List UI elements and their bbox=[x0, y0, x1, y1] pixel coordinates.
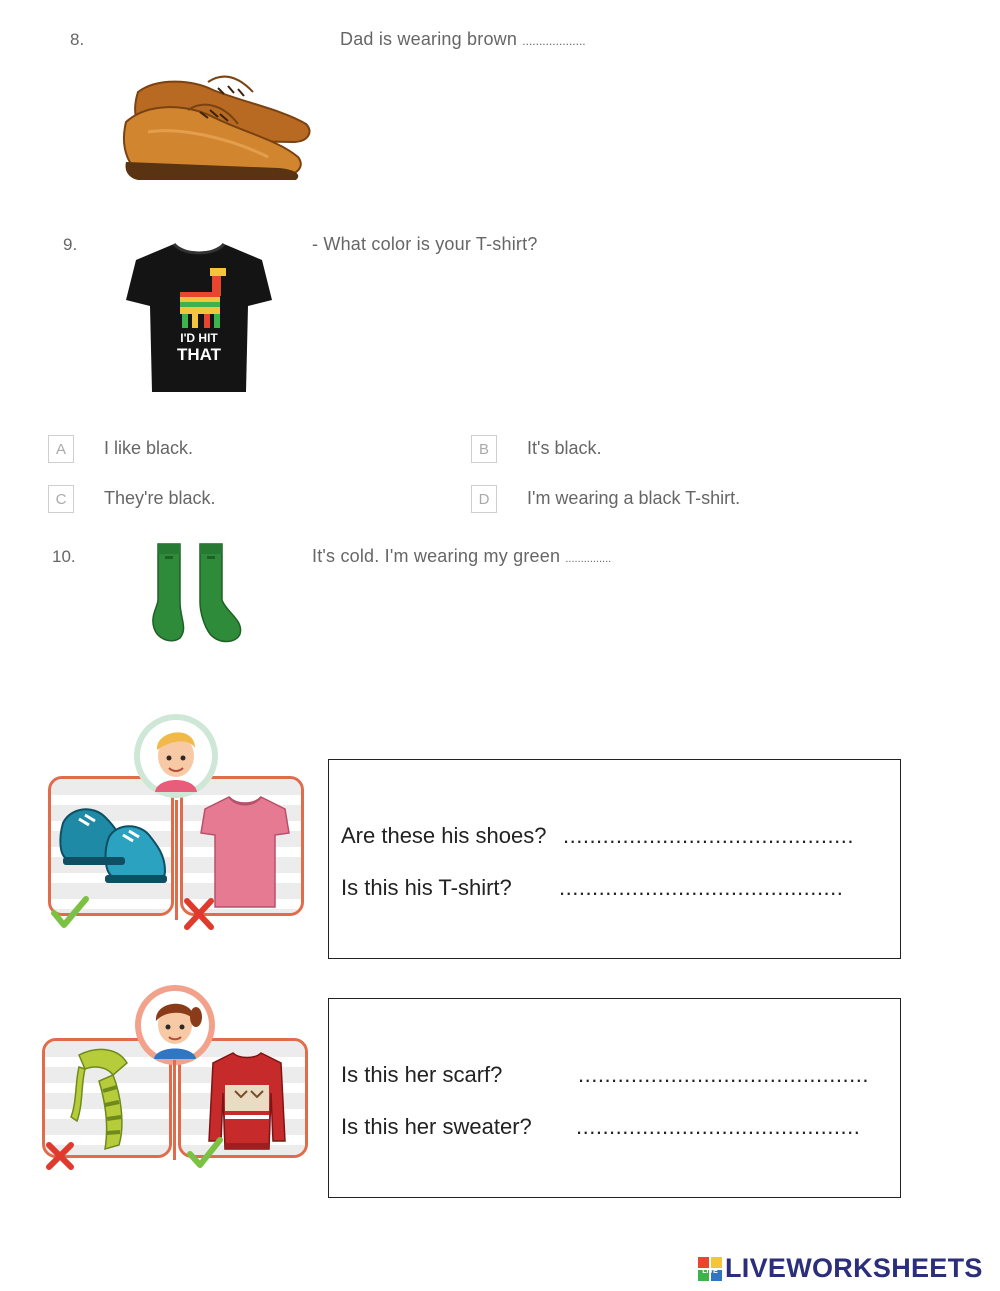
girl-answer-scarf-blank[interactable]: ............................................ bbox=[578, 1062, 869, 1087]
option-c-box[interactable]: C bbox=[48, 485, 74, 513]
boy-connector bbox=[174, 800, 180, 920]
liveworksheets-logo-icon bbox=[698, 1257, 722, 1281]
question-8-prompt bbox=[340, 29, 586, 50]
logo-badge-text: LIVE bbox=[702, 1268, 718, 1275]
black-tshirt-image bbox=[124, 240, 274, 395]
boy-question-shoes: Are these his shoes? bbox=[341, 823, 547, 848]
girl-avatar bbox=[130, 983, 220, 1067]
option-c-text[interactable]: They're black. bbox=[104, 488, 216, 508]
blue-sneakers-image bbox=[57, 793, 169, 893]
question-10-prompt bbox=[312, 546, 611, 567]
question-10-number: 10. bbox=[52, 547, 76, 566]
girl-connector bbox=[172, 1060, 178, 1160]
cross-icon bbox=[182, 896, 216, 932]
question-9-number: 9. bbox=[63, 235, 78, 254]
option-b-box[interactable]: B bbox=[471, 435, 497, 463]
green-socks-image bbox=[148, 540, 248, 645]
boy-answer-shoes-blank[interactable]: ............................................ bbox=[563, 823, 854, 848]
boy-avatar bbox=[133, 710, 219, 802]
question-10-blank[interactable]: ............... bbox=[565, 553, 612, 565]
liveworksheets-logo-text[interactable]: LIVEWORKSHEETS bbox=[725, 1253, 983, 1283]
option-a-text[interactable]: I like black. bbox=[104, 438, 194, 458]
girl-question-sweater: Is this her sweater? bbox=[341, 1114, 532, 1139]
boy-question-tshirt: Is this his T-shirt? bbox=[341, 875, 512, 900]
option-a-box[interactable]: A bbox=[48, 435, 74, 463]
brown-shoes-image bbox=[118, 62, 318, 187]
option-d-text[interactable]: I'm wearing a black T-shirt. bbox=[527, 488, 741, 508]
question-10-text: It's cold. I'm wearing my green bbox=[312, 546, 561, 566]
option-b-text[interactable]: It's black. bbox=[527, 438, 602, 458]
boy-answer-tshirt-blank[interactable]: ........................................... bbox=[559, 875, 844, 900]
tshirt-print-line-1: I'D HIT bbox=[180, 331, 218, 345]
check-icon bbox=[50, 893, 90, 933]
girl-answer-box bbox=[328, 998, 901, 1198]
girl-answer-sweater-blank[interactable]: ........................................... bbox=[576, 1114, 861, 1139]
question-8-text: Dad is wearing brown bbox=[340, 29, 518, 49]
boy-answer-box bbox=[328, 759, 901, 959]
question-8-number: 8. bbox=[70, 30, 85, 49]
question-9-text: - What color is your T-shirt? bbox=[312, 234, 538, 254]
question-8-blank[interactable]: ................... bbox=[522, 34, 586, 48]
girl-question-scarf: Is this her scarf? bbox=[341, 1062, 503, 1087]
tshirt-print-line-2: THAT bbox=[176, 345, 222, 364]
option-d-box[interactable]: D bbox=[471, 485, 497, 513]
pink-tshirt-image bbox=[199, 793, 291, 911]
cross-icon bbox=[44, 1140, 76, 1172]
check-icon bbox=[186, 1134, 224, 1172]
